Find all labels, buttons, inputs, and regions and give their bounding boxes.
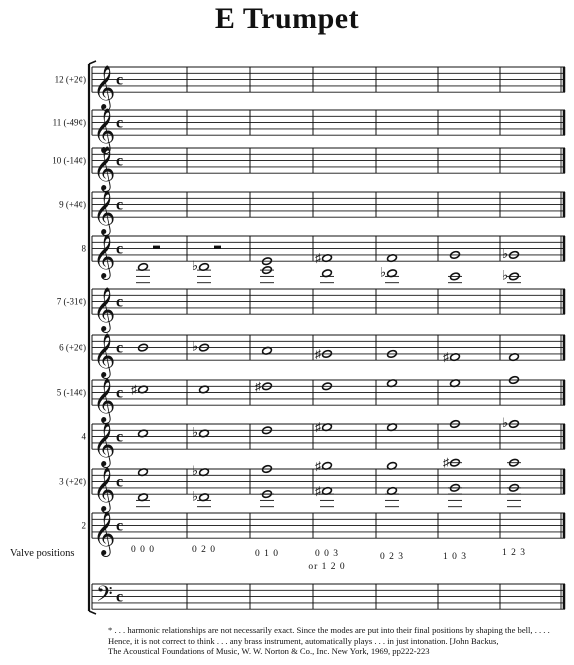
staff-10: [59, 456, 565, 514]
common-time-icon: c: [116, 293, 124, 311]
staff-9: [82, 415, 566, 468]
sharp-icon: ♯: [443, 455, 449, 470]
treble-clef-icon: 𝄞: [93, 424, 116, 467]
flat-icon: ♭: [191, 257, 198, 273]
treble-clef-icon: 𝄞: [93, 513, 116, 556]
footnote: [108, 625, 548, 657]
sharp-icon: ♯: [315, 458, 321, 473]
treble-clef-icon: 𝄞: [93, 148, 116, 191]
staff-label: 11 (-49¢): [52, 117, 86, 128]
flat-icon: ♭: [191, 424, 198, 440]
staff-label: 5 (-14¢): [56, 387, 86, 398]
treble-clef-icon: 𝄞: [93, 469, 116, 512]
flat-icon: ♭: [501, 245, 508, 261]
valve-positions-label: Valve positions: [10, 548, 75, 559]
valve-position: 0 2 0: [192, 545, 216, 555]
sharp-icon: ♯: [315, 483, 321, 498]
bass-clef-icon: 𝄢: [96, 581, 113, 611]
staff-3: [52, 147, 565, 192]
staff-6: [57, 258, 565, 333]
bass-staff: [92, 582, 565, 611]
flat-icon: ♭: [191, 463, 198, 479]
valve-position: 0 1 0: [255, 549, 279, 559]
flat-icon: ♭: [379, 264, 386, 280]
valve-position: 0 0 0: [131, 545, 155, 555]
common-time-icon: c: [116, 240, 124, 258]
flat-icon: ♭: [191, 488, 198, 504]
valve-position-alt: or 1 2 0: [308, 562, 346, 572]
half-rest-icon: [214, 246, 221, 249]
sharp-icon: ♯: [315, 251, 321, 266]
staff-2: [53, 109, 565, 154]
system-bracket-bottom: [89, 611, 96, 614]
half-rest-icon: [153, 246, 160, 249]
common-time-icon: c: [116, 71, 124, 89]
footnote-line-2: Hence, it is not correct to think . . . any brass instrument, automatically plays . . . in just intonation. [John Backus,: [108, 635, 499, 646]
staff-label: 3 (+2¢): [59, 476, 86, 487]
staff-label: 10 (-14¢): [52, 155, 86, 166]
staff-4: [59, 191, 565, 236]
staff-1: [55, 66, 565, 111]
sharp-icon: ♯: [131, 382, 137, 397]
footnote-line-1: * . . . harmonic relationships are not necessarily exact. Since the modes are put into their final positions by shaping the bell, . . . .: [108, 625, 550, 635]
common-time-icon: c: [116, 428, 124, 446]
valve-position: 0 0 3: [315, 549, 339, 559]
common-time-icon: c: [116, 114, 124, 132]
staff-label: 8: [81, 243, 86, 254]
sharp-icon: ♯: [315, 346, 321, 361]
common-time-icon: c: [116, 152, 124, 170]
sharp-icon: ♯: [315, 420, 321, 435]
common-time-icon: c: [116, 473, 124, 491]
system-bracket-top: [89, 61, 96, 64]
treble-clef-icon: 𝄞: [93, 110, 116, 153]
treble-clef-icon: 𝄞: [93, 192, 116, 235]
staff-label: 9 (+4¢): [59, 199, 86, 210]
footnote-line-3: The Acoustical Foundations of Music, W. W. Norton & Co., Inc. New York, 1969, pp222-223: [108, 646, 430, 657]
staff-label: 7 (-31¢): [56, 296, 86, 307]
treble-clef-icon: 𝄞: [93, 236, 116, 279]
staff-label: 2: [81, 520, 86, 531]
treble-clef-icon: 𝄞: [93, 380, 116, 423]
staff-label: 12 (+2¢): [54, 74, 86, 85]
valve-position: 0 2 3: [380, 552, 404, 562]
sharp-icon: ♯: [255, 379, 261, 394]
treble-clef-icon: 𝄞: [93, 335, 116, 378]
common-time-icon: c: [116, 384, 124, 402]
staff-label: 6 (+2¢): [59, 342, 86, 353]
common-time-icon: c: [116, 517, 124, 535]
common-time-icon: c: [116, 588, 124, 606]
treble-clef-icon: 𝄞: [93, 289, 116, 332]
common-time-icon: c: [116, 339, 124, 357]
flat-icon: ♭: [191, 338, 198, 354]
valve-position: 1 2 3: [502, 548, 526, 558]
page-title: E Trumpet: [214, 2, 360, 35]
common-time-icon: c: [116, 196, 124, 214]
treble-clef-icon: 𝄞: [93, 67, 116, 110]
sharp-icon: ♯: [443, 350, 449, 365]
valve-position: 1 0 3: [443, 552, 467, 562]
flat-icon: ♭: [501, 267, 508, 283]
staff-7: [59, 334, 565, 379]
staff-label: 4: [81, 431, 86, 442]
staff-8: [57, 376, 565, 425]
flat-icon: ♭: [501, 415, 508, 430]
